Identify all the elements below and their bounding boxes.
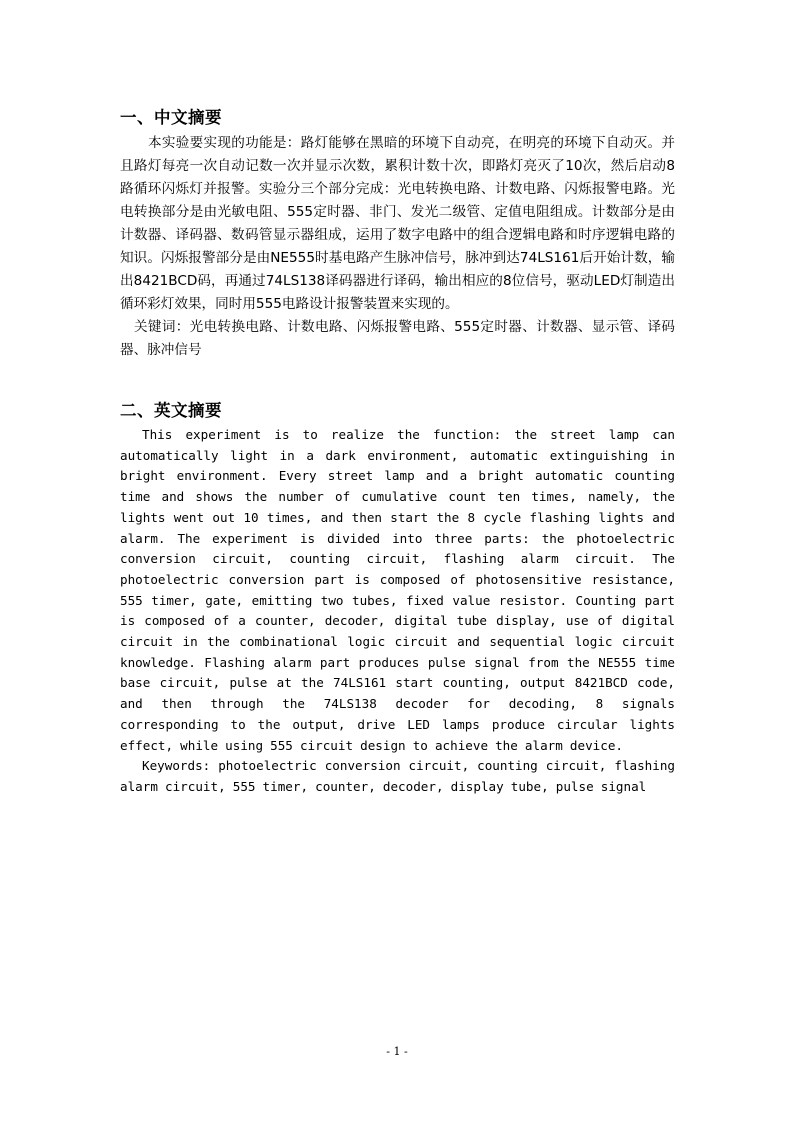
page-number: - 1 - (386, 1045, 408, 1058)
chinese-keywords: 关键词：光电转换电路、计数电路、闪烁报警电路、555定时器、计数器、显示管、译码器、脉冲信号 (120, 319, 675, 358)
page-content (120, 104, 675, 798)
section-spacer (120, 362, 675, 397)
english-abstract-heading: 二、英文摘要 (120, 401, 222, 420)
chinese-abstract-paragraph: 本实验要实现的功能是：路灯能够在黑暗的环境下自动亮，在明亮的环境下自动灭。并且路灯每亮一次自动记数一次并显示次数，累积计数十次，即路灯亮灭了10次，然后启动8路循环闪烁灯并报警。实验分三个部分完成：光电转换电路、计数电路、闪烁报警电路。光电转换部分是由光敏电阻、555定时器、非门、发光二级管、定值电阻组成。计数部分是由计数器、译码器、数码管显示器组成，运用了数字电路中的组合逻辑电路和时序逻辑电路的知识。闪烁报警部分是由NE555时基电路产生脉冲信号，脉冲到达74LS161后开始计数，输出8421BCD码，再通过74LS138译码器进行译码，输出相应的8位信号，驱动LED灯制造出循环彩灯效果，同时用555电路设计报警装置来实现的。 (120, 135, 675, 312)
english-keywords: Keywords: photoelectric conversion circuit, counting circuit, flashing alarm circuit, 555 timer, counter, decoder, display tube, pulse signal (120, 758, 675, 794)
chinese-abstract-heading: 一、中文摘要 (120, 108, 222, 127)
english-abstract-paragraph: This experiment is to realize the function: the street lamp can automatically light in a dark environment, automatic extinguishing in bright environment. Every street lamp and a bright automatic counting time and shows the number of cumulative count ten times, namely, the lights went out 10 times, and then start the 8 cycle flashing lights and alarm. The experiment is divided into three parts: the photoelectric conversion circuit, counting circuit, flashing alarm circuit. The photoelectric conversion part is composed of photosensitive resistance, 555 timer, gate, emitting two tubes, fixed value resistor. Counting part is composed of a counter, decoder, digital tube display, use of digital circuit in the combinational logic circuit and sequential logic circuit knowledge. Flashing alarm part produces pulse signal from the NE555 time base circuit, pulse at the 74LS161 start counting, output 8421BCD code, and then through the 74LS138 decoder for decoding, 8 signals corresponding to the output, drive LED lamps produce circular lights effect, while using 555 circuit design to achieve the alarm device. (120, 427, 675, 753)
